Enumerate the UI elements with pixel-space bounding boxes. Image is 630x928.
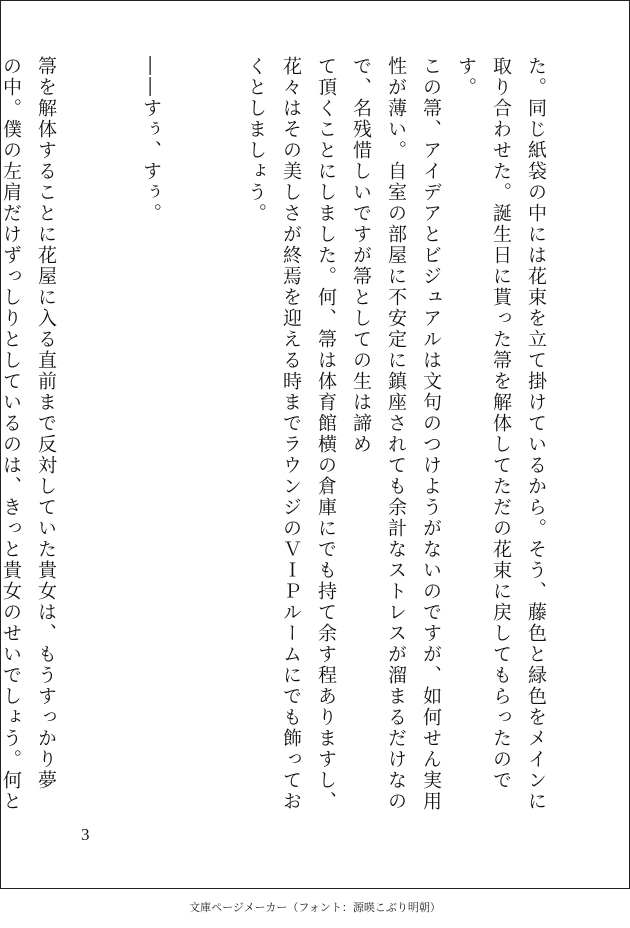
- vertical-body-text: た。同じ紙袋の中には花束を立て掛けているから。そう、藤色と緑色をメインに 取り合わせた。誕生日に貰った箒を解体してただの花束に戻してもらったのです。 この箒、アイデアとビジュアルは文句のつけようがないのですが、如何せん実用 性が薄い。自室の部屋に不安定に鎮座されても余計なストレスが溜まるだけなの で、名残惜しいですが箒としての生は諦め て頂くことにしました。何、箒は体育館横の倉庫にでも持て余す程ありますし、 花々はその美しさが終焉を迎える時までラウンジのＶＩＰルームにでも飾ってお くとしましょう。 ――すぅ、すぅ。 箒を解体することに花屋に入る直前まで反対していた貴女は、もうすっかり夢 の中。僕の左肩だけずっしりとしているのは、きっと貴女のせいでしょう。何と: [0, 56, 547, 812]
- footer-caption: 文庫ページメーカー（フォント：源暎こぶり明朝）: [189, 901, 441, 914]
- page-number: 3: [81, 825, 90, 844]
